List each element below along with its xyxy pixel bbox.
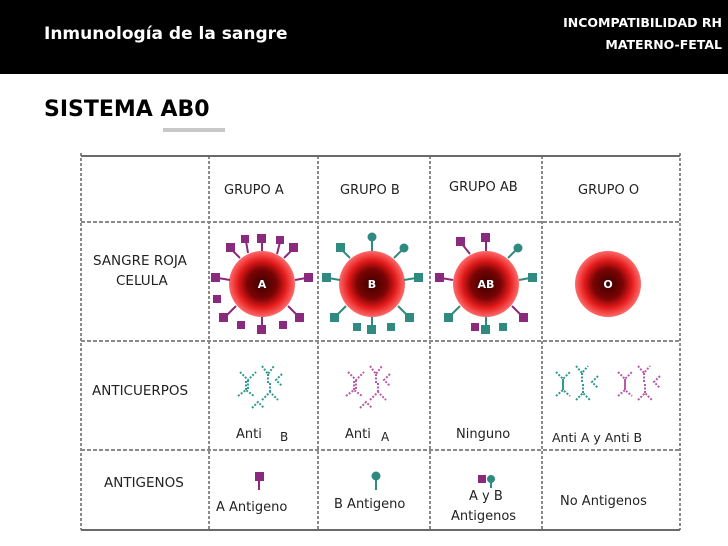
antibody-label-b-suffix: A (381, 430, 390, 444)
antigen-label-o: No Antigenos (560, 494, 647, 509)
column-header-grupo-o: GRUPO O (578, 183, 640, 198)
antibody-anti-a-glyphs (346, 366, 390, 408)
antibody-anti-b-glyphs (238, 366, 282, 408)
cell-letter-ab: AB (477, 278, 495, 291)
row-label-antibodies: ANTICUERPOS (92, 383, 189, 399)
antigen-label-a: A Antigeno (216, 500, 288, 515)
row-label-cell-line-2: CELULA (116, 273, 168, 289)
cell-letter-o: O (603, 278, 613, 291)
antigen-a-marker (256, 473, 263, 490)
column-header-grupo-b: GRUPO B (340, 183, 400, 198)
cell-group-b (323, 234, 422, 334)
antibody-label-o: Anti A y Anti B (552, 430, 643, 445)
section-title: SISTEMA AB0 (44, 97, 210, 122)
antigen-label-ab-line-1: A y B (469, 489, 503, 504)
antigen-b-marker (373, 473, 380, 491)
row-label-antigens: ANTIGENOS (104, 475, 184, 491)
antibody-anti-a-and-b-glyphs (556, 366, 660, 400)
column-header-grupo-ab: GRUPO AB (449, 180, 518, 195)
cell-group-ab (436, 234, 536, 333)
cell-letter-a: A (257, 278, 267, 291)
antigen-ab-marker (479, 476, 494, 488)
subtitle-line-2: MATERNO-FETAL (605, 37, 722, 52)
antigen-label-b: B Antigeno (334, 497, 406, 512)
antibody-label-b-prefix: Anti (345, 427, 371, 442)
cell-group-o (575, 251, 641, 317)
antibody-label-ab: Ninguno (456, 427, 511, 442)
cell-letter-b: B (367, 278, 377, 291)
antigen-row-markers (256, 473, 494, 491)
antibody-label-a-prefix: Anti (236, 427, 262, 442)
antibody-label-a-suffix: B (280, 430, 289, 444)
cell-group-a (212, 235, 312, 333)
subtitle-line-1: INCOMPATIBILIDAD RH (563, 15, 722, 30)
column-header-grupo-a: GRUPO A (224, 183, 284, 198)
row-label-cell-line-1: SANGRE ROJA (93, 253, 187, 269)
antigen-label-ab-line-2: Antigenos (451, 509, 517, 524)
slide-title: Inmunología de la sangre (44, 24, 288, 44)
